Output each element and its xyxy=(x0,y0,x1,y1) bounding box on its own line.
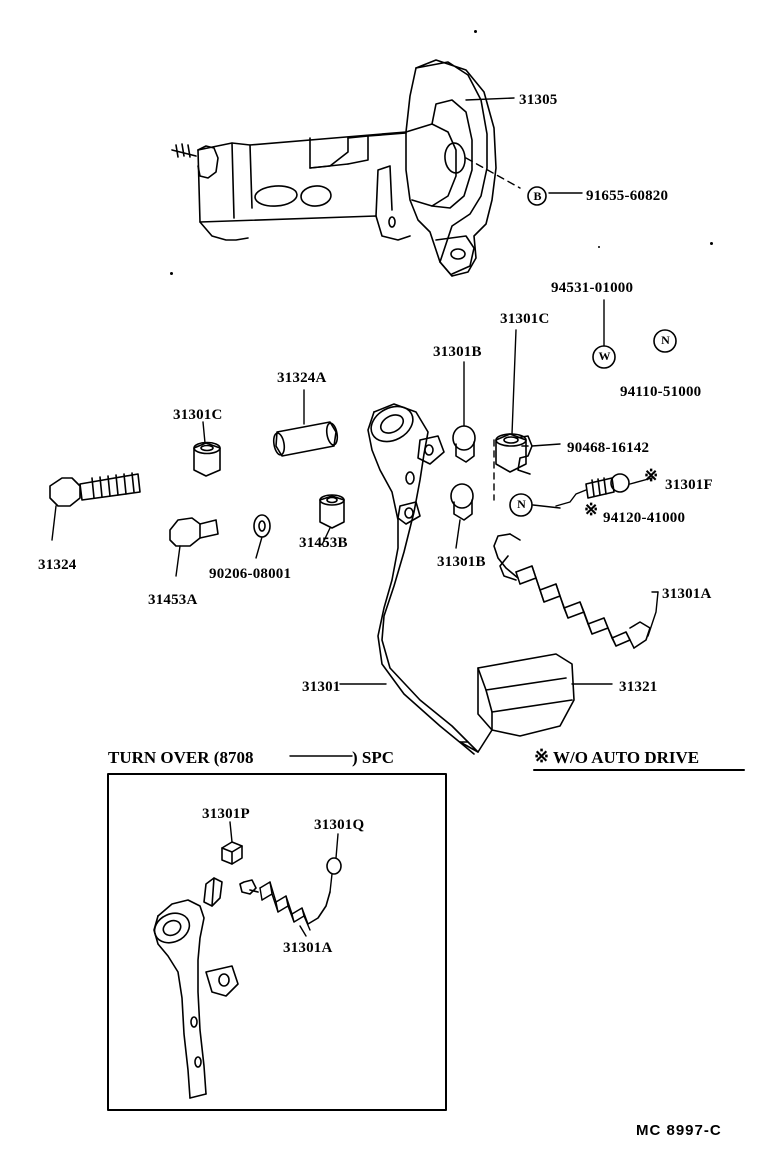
part-label-31301C-left: 31301C xyxy=(173,407,223,423)
part-label-31324: 31324 xyxy=(38,557,77,573)
part-label-31453A: 31453A xyxy=(148,592,198,608)
turnover-title-prefix: TURN OVER (8708 xyxy=(108,748,254,767)
part-label-31305: 31305 xyxy=(519,92,558,108)
part-label-31321: 31321 xyxy=(619,679,658,695)
marker-b-letter: B xyxy=(533,189,542,203)
part-label-31301P: 31301P xyxy=(202,806,250,822)
scan-speck xyxy=(170,272,173,275)
part-label-94120-41000: 94120-41000 xyxy=(603,510,686,526)
part-label-31301Q: 31301Q xyxy=(314,817,365,833)
part-label-31301F: 31301F xyxy=(665,477,713,493)
marker-n2-letter: N xyxy=(517,497,526,511)
turnover-title-suffix: ) SPC xyxy=(352,748,395,767)
part-label-90468-16142: 90468-16142 xyxy=(567,440,650,456)
asterisk-31301F: ※ xyxy=(644,466,659,485)
part-label-31301: 31301 xyxy=(302,679,341,695)
part-label-31301C-top: 31301C xyxy=(500,311,550,327)
wo-auto-drive-note: W/O AUTO DRIVE xyxy=(553,748,700,767)
scan-speck xyxy=(474,30,477,33)
part-label-31301B-top: 31301B xyxy=(433,344,482,360)
scan-speck xyxy=(598,246,600,248)
wo-auto-drive-asterisk: ※ xyxy=(534,746,550,766)
part-label-31301A-inset: 31301A xyxy=(283,940,333,956)
part-label-94110-51000: 94110-51000 xyxy=(620,384,702,400)
scan-speck xyxy=(710,242,713,245)
marker-n1-letter: N xyxy=(661,333,670,347)
part-label-91655-60820: 91655-60820 xyxy=(586,188,669,204)
part-label-31301A-main: 31301A xyxy=(662,586,712,602)
part-label-94531-01000: 94531-01000 xyxy=(551,280,634,296)
part-label-31301B-bot: 31301B xyxy=(437,554,486,570)
part-label-31324A: 31324A xyxy=(277,370,327,386)
asterisk-94120: ※ xyxy=(584,500,599,519)
part-label-90206-08001: 90206-08001 xyxy=(209,566,292,582)
sheet-code: MC 8997-C xyxy=(636,1122,722,1139)
marker-w-letter: W xyxy=(598,349,611,363)
part-label-31453B: 31453B xyxy=(299,535,348,551)
